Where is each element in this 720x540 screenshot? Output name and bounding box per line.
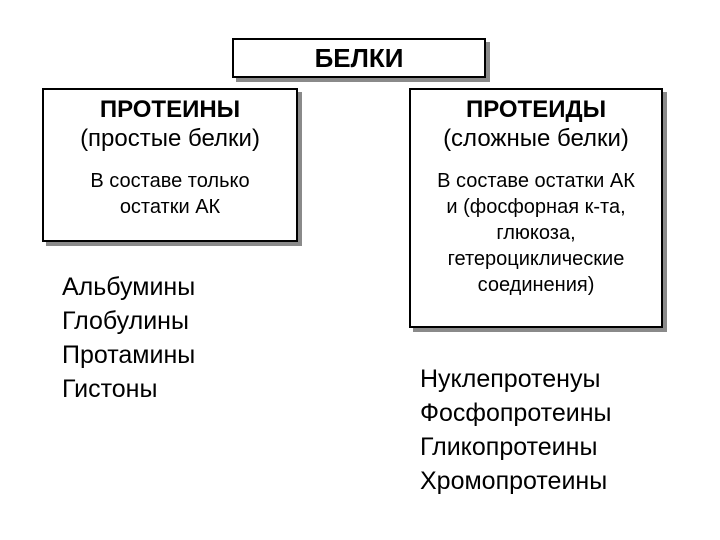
proteides-heading: ПРОТЕИДЫ (465, 96, 607, 123)
root-title: БЕЛКИ (314, 43, 404, 73)
proteins-heading: ПРОТЕИНЫ (99, 96, 241, 123)
list-item: Протамины (62, 341, 196, 369)
root-box-belki (232, 38, 486, 78)
proteides-subheading: (сложные белки) (443, 125, 629, 152)
list-item: Гликопротеины (420, 433, 598, 461)
proteins-description: В составе только остатки АК (90, 170, 250, 218)
list-item: Нуклепротенуы (420, 365, 601, 393)
list-item: Глобулины (62, 307, 189, 335)
list-item: Альбумины (62, 273, 196, 301)
proteins-subheading: (простые белки) (80, 125, 260, 152)
list-item: Хромопротеины (420, 467, 608, 495)
list-item: Гистоны (62, 375, 158, 403)
proteides-box (409, 88, 663, 328)
list-item: Фосфопротеины (420, 399, 612, 427)
proteins-examples-list (62, 270, 195, 406)
proteides-description: В составе остатки АК и (фосфорная к-та, глюкоза, гетероциклические соединения) (437, 170, 635, 296)
proteins-box (42, 88, 298, 242)
proteides-examples-list (420, 362, 612, 498)
